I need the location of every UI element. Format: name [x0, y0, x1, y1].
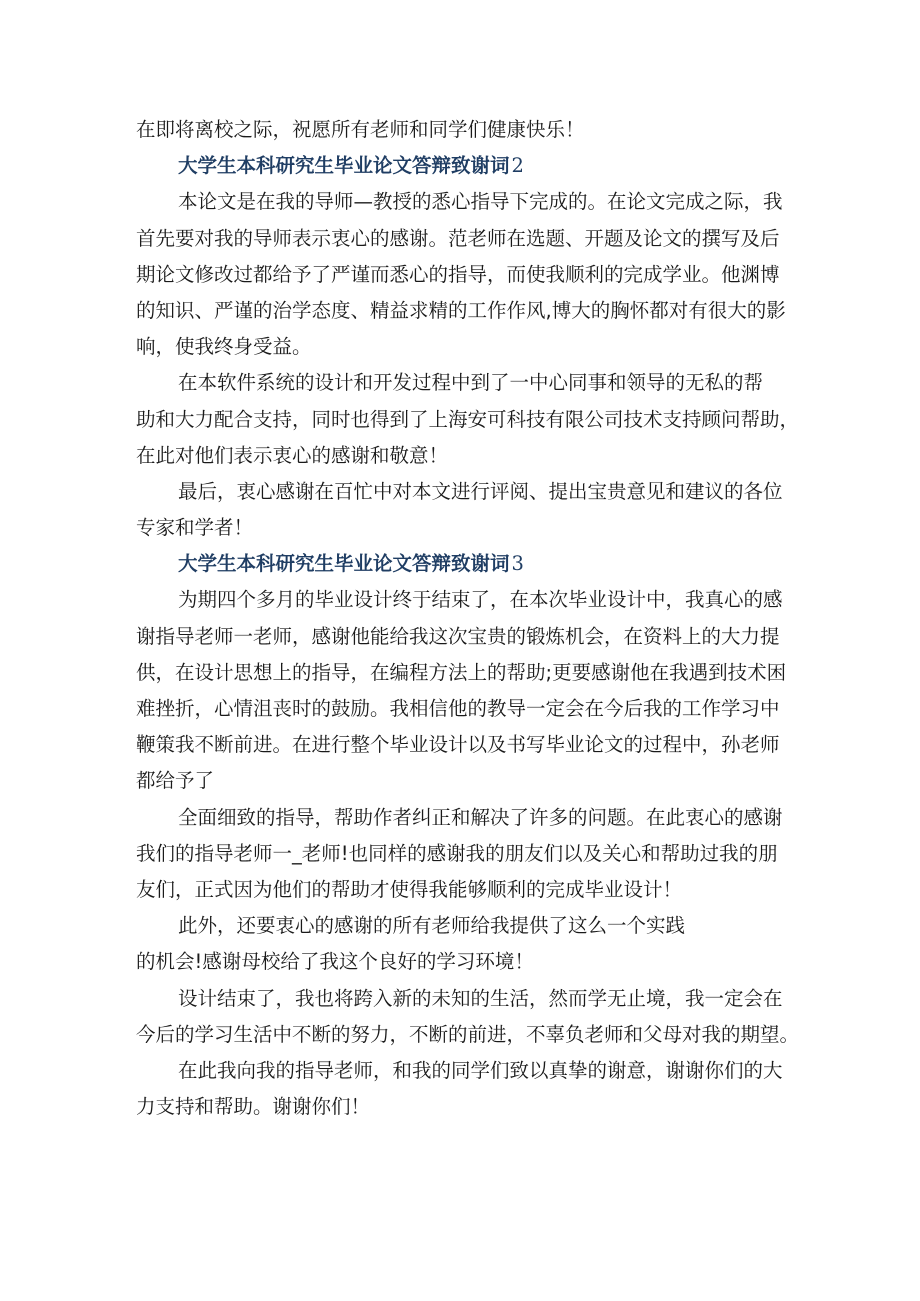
text-line: 的知识、严谨的治学态度、精益求精的工作作风,博大的胸怀都对有很大的影 [136, 298, 786, 322]
document-page [136, 112, 808, 1125]
heading-title: 大学生本科研究生毕业论文答辩致谢词 [178, 154, 510, 178]
text-line: 我们的指导老师一_老师!也同样的感谢我的朋友们以及关心和帮助过我的朋 [136, 841, 778, 865]
text-line: 首先要对我的导师表示衷心的感谢。范老师在选题、开题及论文的撰写及后 [136, 226, 780, 250]
text-line: 力支持和帮助。谢谢你们！ [136, 1095, 371, 1119]
text-line: 专家和学者！ [136, 516, 254, 540]
paragraph-first-line: 此外，还要衷心的感谢的所有老师给我提供了这么一个实践 [178, 914, 686, 938]
text-line: 今后的学习生活中不断的努力，不断的前进，不辜负老师和父母对我的期望。 [136, 1022, 800, 1046]
text-line: 在即将离校之际，祝愿所有老师和同学们健康快乐！ [136, 118, 585, 141]
text-line: 助和大力配合支持，同时也得到了上海安可科技有限公司技术支持顾问帮助， [136, 407, 800, 431]
paragraph-first-line: 为期四个多月的毕业设计终于结束了，在本次毕业设计中，我真心的感 [178, 588, 783, 612]
text-line: 谢指导老师一老师，感谢他能给我这次宝贵的锻炼机会，在资料上的大力提 [136, 624, 780, 648]
paragraph-first-line: 在本软件系统的设计和开发过程中到了一中心同事和领导的无私的帮 [178, 371, 764, 395]
section-heading-3 [136, 546, 808, 582]
text-line: 友们，正式因为他们的帮助才使得我能够顺利的完成毕业设计！ [136, 877, 683, 901]
text-line: 难挫折，心情沮丧时的鼓励。我相信他的教导一定会在今后我的工作学习中 [136, 697, 780, 720]
text-line: 期论文修改过都给予了严谨而悉心的指导，而使我顺利的完成学业。他渊博 [136, 262, 780, 286]
text-line: 在此对他们表示衷心的感谢和敬意！ [136, 443, 449, 467]
section-heading-2 [136, 148, 808, 184]
text-line: 供，在设计思想上的指导，在编程方法上的帮助;更要感谢他在我遇到技术困 [136, 660, 787, 684]
paragraph-first-line: 全面细致的指导，帮助作者纠正和解决了许多的问题。在此衷心的感谢 [178, 805, 783, 829]
text-line: 鞭策我不断前进。在进行整个毕业设计以及书写毕业论文的过程中，孙老师 [136, 733, 780, 757]
heading-number: 2 [511, 154, 524, 178]
paragraph-first-line: 在此我向我的指导老师，和我的同学们致以真挚的谢意，谢谢你们的大 [178, 1058, 783, 1082]
heading-title: 大学生本科研究生毕业论文答辩致谢词 [178, 552, 510, 576]
text-line: 都给予了 [136, 769, 215, 793]
heading-number: 3 [511, 552, 524, 576]
text-line: 的机会!感谢母校给了我这个良好的学习环境！ [136, 950, 534, 974]
paragraph-first-line: 设计结束了，我也将跨入新的未知的生活，然而学无止境，我一定会在 [178, 986, 783, 1010]
paragraph-first-line: 本论文是在我的导师—教授的悉心指导下完成的。在论文完成之际，我 [178, 190, 783, 214]
paragraph-first-line: 最后，衷心感谢在百忙中对本文进行评阅、提出宝贵意见和建议的各位 [178, 479, 783, 503]
text-line: 响，使我终身受益。 [136, 335, 312, 359]
